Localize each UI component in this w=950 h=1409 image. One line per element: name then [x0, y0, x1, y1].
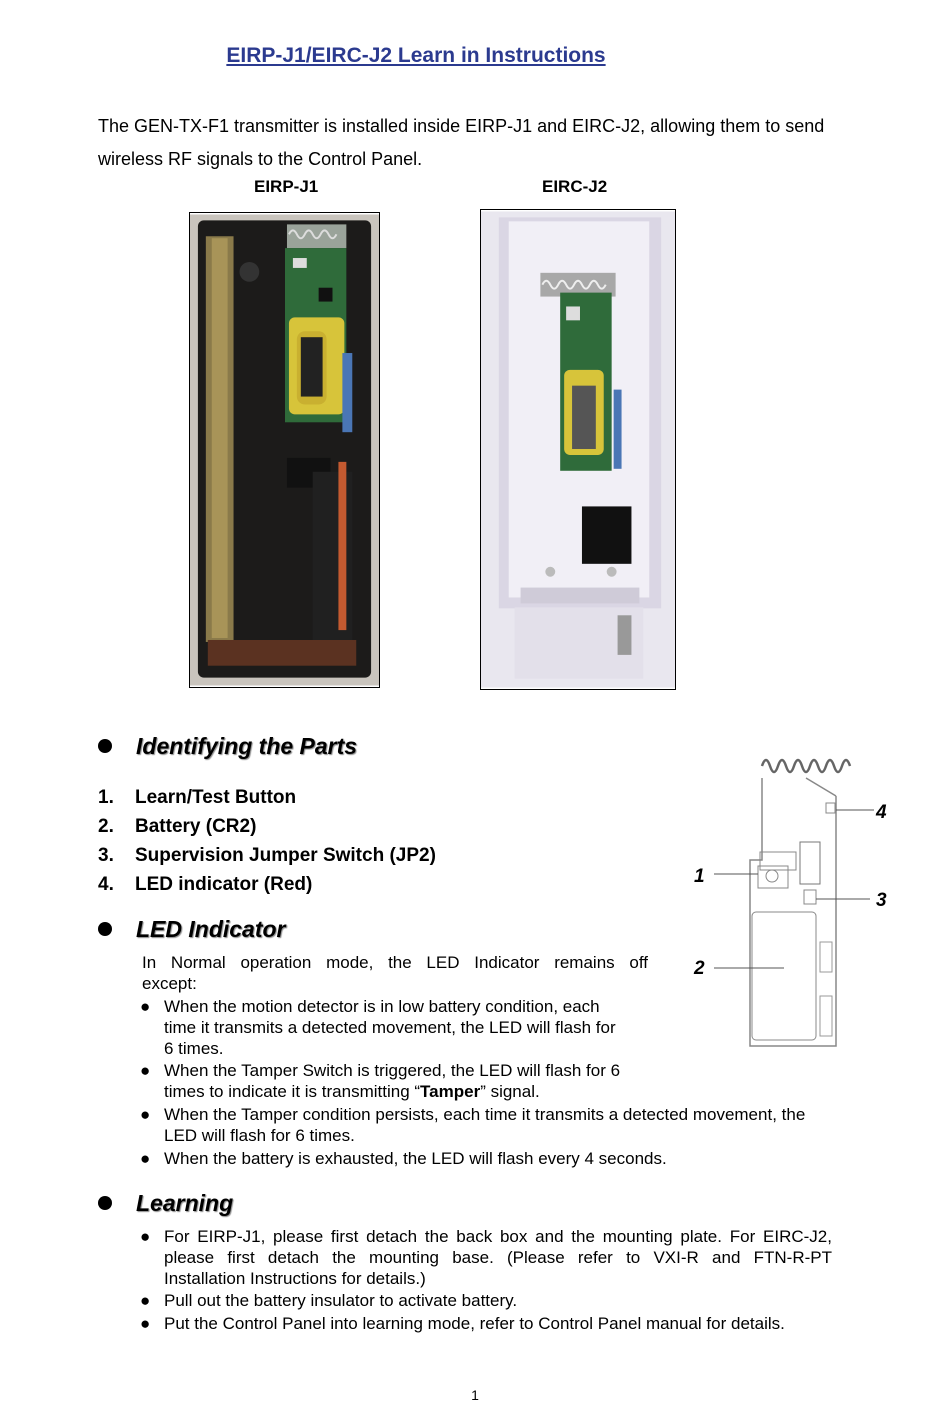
eirp-j1-photo [189, 212, 380, 688]
bullet-line: For EIRP-J1, please first detach the back box and the mounting plate. For EIRC-J2, [164, 1227, 832, 1246]
caption-eirp-j1: EIRP-J1 [254, 177, 319, 196]
list-item [98, 843, 436, 872]
bullet-line: time it transmits a detected movement, the LED will flash for [164, 1018, 616, 1037]
led-intro-line: In Normal operation mode, the LED Indicator remains off [142, 953, 648, 972]
list-item [140, 1313, 850, 1335]
list-item [98, 785, 436, 814]
item-label: Supervision Jumper Switch (JP2) [135, 845, 436, 866]
item-number: 2. [98, 816, 114, 837]
item-label: Battery (CR2) [135, 816, 257, 837]
bullet-line: When the Tamper condition persists, each time it transmits a detected movement, the [164, 1105, 806, 1124]
bullet-dot: ● [140, 1314, 151, 1333]
bullet-dot: ● [140, 997, 151, 1016]
parts-list [98, 785, 436, 901]
bullet-line: Put the Control Panel into learning mode, refer to Control Panel manual for details. [164, 1314, 785, 1333]
diagram-label-2: 2 [694, 958, 705, 979]
intro-paragraph [98, 110, 858, 176]
list-item [140, 1290, 840, 1312]
item-number: 3. [98, 845, 114, 866]
bullet-dot: ● [140, 1227, 151, 1246]
text-span: ” signal. [480, 1082, 540, 1101]
list-item [140, 1060, 660, 1104]
heading-text: Identifying the Parts [136, 733, 358, 759]
bold-span: Tamper [420, 1082, 481, 1101]
list-item [98, 814, 436, 843]
bullet-line: please first detach the mounting base. (Please refer to VXI-R and FTN-R-PT [164, 1248, 832, 1267]
item-label: LED indicator (Red) [135, 874, 313, 895]
section-heading-parts [98, 733, 357, 760]
bullet-dot: ● [140, 1061, 151, 1080]
page-title: EIRP-J1/EIRC-J2 Learn in Instructions [226, 44, 606, 67]
diagram-label-1: 1 [694, 866, 705, 887]
page-number: 1 [471, 1387, 479, 1403]
caption-eirc-j2: EIRC-J2 [542, 177, 608, 196]
eirc-j2-photo [480, 209, 676, 690]
bullet-line: 6 times. [164, 1039, 224, 1058]
bullet-dot: ● [140, 1149, 151, 1168]
heading-text: LED Indicator [136, 916, 286, 942]
section-heading-led [98, 916, 286, 943]
item-number: 4. [98, 874, 114, 895]
bullet-dot [98, 739, 112, 753]
diagram-label-4: 4 [876, 802, 887, 823]
text-span: times to indicate it is transmitting “ [164, 1082, 421, 1101]
intro-line: wireless RF signals to the Control Panel. [98, 149, 423, 169]
bullet-dot [98, 1196, 112, 1210]
item-label: Learn/Test Button [135, 787, 297, 808]
led-intro-line: except: [142, 974, 197, 993]
intro-line: The GEN-TX-F1 transmitter is installed inside EIRP-J1 and EIRC-J2, allowing them to send [98, 116, 825, 136]
bullet-line: Installation Instructions for details.) [164, 1269, 426, 1288]
list-item [140, 1226, 840, 1292]
heading-text: Learning [136, 1190, 234, 1216]
diagram-label-3: 3 [876, 890, 887, 911]
list-item [140, 1104, 860, 1148]
bullet-line: Pull out the battery insulator to activate battery. [164, 1291, 518, 1310]
list-item [140, 1148, 860, 1170]
bullet-dot: ● [140, 1105, 151, 1124]
bullet-line [164, 1081, 620, 1102]
item-number: 1. [98, 787, 114, 808]
parts-diagram [688, 756, 908, 1052]
bullet-line: When the motion detector is in low battery condition, each [164, 997, 600, 1016]
section-heading-learning [98, 1190, 233, 1217]
list-item [140, 996, 660, 1062]
bullet-line: LED will flash for 6 times. [164, 1126, 355, 1145]
list-item [98, 872, 436, 901]
bullet-dot: ● [140, 1291, 151, 1310]
bullet-line: When the Tamper Switch is triggered, the LED will flash for 6 [164, 1061, 621, 1080]
bullet-dot [98, 922, 112, 936]
bullet-line: When the battery is exhausted, the LED will flash every 4 seconds. [164, 1149, 667, 1168]
